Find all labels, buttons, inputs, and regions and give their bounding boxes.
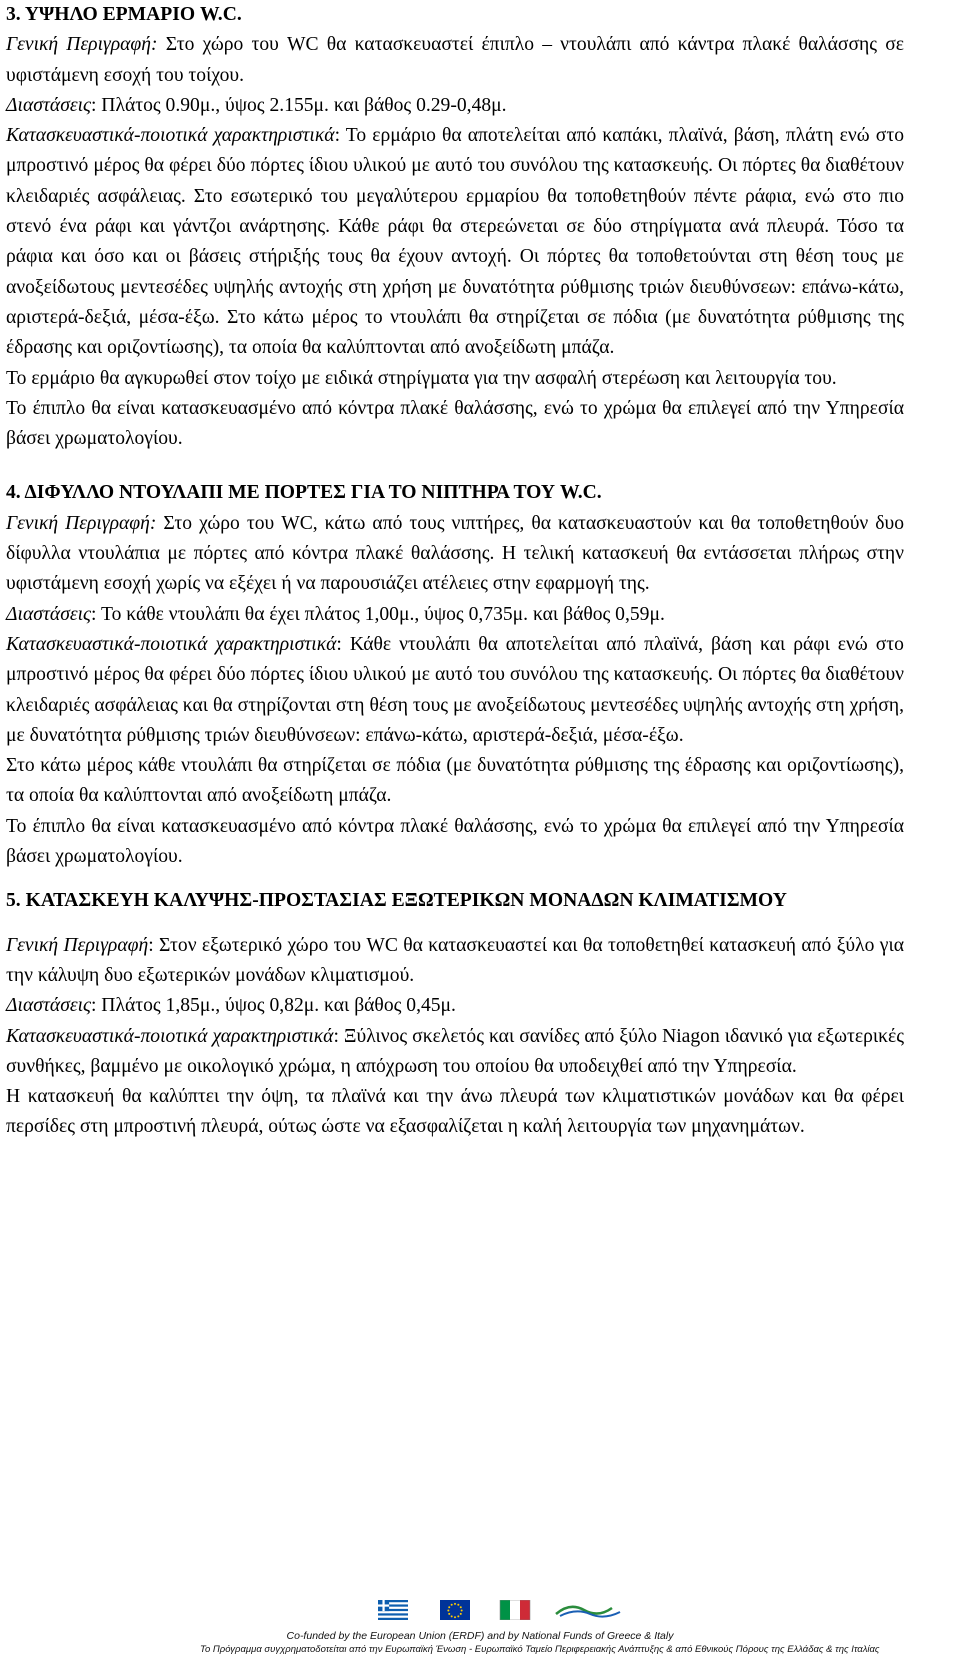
field-text: : Πλάτος 1,85μ., ύψος 0,82μ. και βάθος 0,45μ. [90, 995, 456, 1017]
document-page [6, 0, 904, 1143]
paragraph: Το έπιπλο θα είναι κατασκευασμένο από κόντρα πλακέ θαλάσσης, ενώ το χρώμα θα επιλεγεί από την Υπηρεσία βάσει χρωματολογίου. [6, 815, 904, 868]
field-text: : Ξύλινος σκελετός και σανίδες από ξύλο Niagon ιδανικό για εξωτερικές συνθήκες, βαμμένο με οικολογικό χρώμα, η απόχρωση του οποίου θα υποδειχθεί από την Υπηρεσία. [6, 1025, 904, 1077]
field-label: Γενική Περιγραφή: [6, 34, 158, 56]
field-label: Κατασκευαστικά-ποιοτικά χαρακτηριστικά [6, 633, 337, 655]
field-label: Γενική Περιγραφή: [6, 512, 157, 534]
funding-footer [200, 1600, 880, 1662]
spacer [6, 917, 904, 931]
field-text: : Στον εξωτερικό χώρο του WC θα κατασκευαστεί και θα τοποθετηθεί κατασκευή από ξύλο για την κάλυψη δυο εξωτερικών μονάδων κλιματισμού. [6, 934, 904, 986]
eu-flag-icon [430, 1600, 480, 1620]
section-heading: 4. ΔΙΦΥΛΛΟ ΝΤΟΥΛΑΠΙ ΜΕ ΠΟΡΤΕΣ ΓΙΑ ΤΟ ΝΙΠΤΗΡΑ ΤΟΥ W.C. [6, 482, 602, 504]
field-label: Κατασκευαστικά-ποιοτικά χαρακτηριστικά [6, 1025, 334, 1047]
paragraph: Η κατασκευή θα καλύπτει την όψη, τα πλαϊνά και την άνω πλευρά των κλιματιστικών μονάδων και θα φέρει περσίδες στη μπροστινή πλευρά, ούτως ώστε να εξασφαλίζεται η καλή λειτουργία των μηχανημάτων. [6, 1086, 904, 1138]
field-text: : Το κάθε ντουλάπι θα έχει πλάτος 1,00μ., ύψος 0,735μ. και βάθος 0,59μ. [90, 603, 665, 625]
footer-line-2: Το Πρόγραμμα συγχρηματοδοτείται από την Ευρωπαϊκή Ένωση - Ευρωπαϊκό Ταμείο Περιφερειακής Ανάπτυξης & από Εθνικούς Πόρους της Ελλάδας & της Ιταλίας [200, 1644, 880, 1655]
characteristics [6, 1022, 904, 1083]
general-description [6, 509, 904, 600]
general-description [6, 30, 904, 91]
dimensions [6, 991, 904, 1021]
field-label: Διαστάσεις [6, 995, 91, 1017]
field-label: Κατασκευαστικά-ποιοτικά χαρακτηριστικά [6, 125, 335, 147]
section-heading: 5. ΚΑΤΑΣΚΕΥΗ ΚΑΛΥΨΗΣ-ΠΡΟΣΤΑΣΙΑΣ ΕΞΩΤΕΡΙΚΩΝ ΜΟΝΑΔΩΝ ΚΛΙΜΑΤΙΣΜΟΥ [6, 890, 787, 912]
paragraph: Το έπιπλο θα είναι κατασκευασμένο από κόντρα πλακέ θαλάσσης, ενώ το χρώμα θα επιλεγεί από την Υπηρεσία βάσει χρωματολογίου. [6, 397, 904, 450]
characteristics [6, 121, 904, 363]
paragraph: Στο κάτω μέρος κάθε ντουλάπι θα στηρίζεται σε πόδια (με δυνατότητα ρύθμισης της έδρασης και οριζοντίωσης), τα οποία θα καλύπτονται από ανοξείδωτη μπάζα. [6, 755, 904, 807]
dimensions [6, 600, 904, 630]
field-label: Διαστάσεις [6, 94, 91, 116]
spacer [6, 872, 904, 886]
greek-flag-icon [368, 1600, 418, 1620]
section-heading: 3. ΥΨΗΛΟ ΕΡΜΑΡΙΟ W.C. [6, 4, 242, 25]
spacer [6, 454, 904, 478]
programme-logo-icon [550, 1600, 630, 1620]
field-text: Στο χώρο του WC θα κατασκευαστεί έπιπλο – ντουλάπι από κάντρα πλακέ θαλάσσης σε υφιστάμενη εσοχή του τοίχου. [6, 34, 904, 86]
field-label: Γενική Περιγραφή [6, 934, 149, 956]
section-3 [6, 0, 904, 454]
characteristics [6, 630, 904, 751]
footer-line-1: Co-funded by the European Union (ERDF) and by National Funds of Greece & Italy [286, 1630, 674, 1642]
italian-flag-icon [490, 1600, 540, 1620]
general-description [6, 931, 904, 992]
field-text: : Πλάτος 0.90μ., ύψος 2.155μ. και βάθος 0.29-0,48μ. [90, 94, 507, 116]
paragraph: Το ερμάριο θα αγκυρωθεί στον τοίχο με ειδικά στηρίγματα για την ασφαλή στερέωση και λειτουργία του. [6, 367, 837, 389]
field-text: Στο χώρο του WC, κάτω από τους νιπτήρες, θα κατασκευαστούν και θα τοποθετηθούν δυο δίφυλλα ντουλάπια με πόρτες από κόντρα πλακέ θαλάσσης. Η τελική κατασκευή θα εντάσσεται πλήρως στην υφιστάμενη εσοχή χωρίς να εξέχει ή να παρουσιάζει ατέλειες στην εφαρμογή της. [6, 512, 904, 595]
field-text: : Το ερμάριο θα αποτελείται από καπάκι, πλαϊνά, βάση, πλάτη ενώ στο μπροστινό μέρος θα φέρει δύο πόρτες ίδιου υλικού με αυτό του συνόλου της κατασκευής. Οι πόρτες θα διαθέτουν κλειδαριές ασφάλειας. Στο εσωτερικό του μεγαλύτερου ερμαρίου θα τοποθετηθούν πέντε ράφια, ενώ στο πιο στενό ένα ράφι και γάντζοι ανάρτησης. Κάθε ράφι θα στερεώνεται σε δύο στηρίγματα ανά πλευρά. Τόσο τα ράφια και όσο και οι βάσεις στήριξής τους θα έχουν αντοχή. Οι πόρτες θα τοποθετούνται στη θέση τους με ανοξείδωτους μεντεσέδες υψηλής αντοχής στη χρήση με δυνατότητα ρύθμισης τριών διευθύνσεων: επάνω-κάτω, αριστερά-δεξιά, μέσα-έξω. Στο κάτω μέρος το ντουλάπι θα στηρίζεται σε πόδια (με δυνατότητα ρύθμισης της έδρασης και οριζοντίωσης), τα οποία θα καλύπτονται από ανοξείδωτη μπάζα. [6, 125, 904, 359]
dimensions [6, 91, 904, 121]
section-5 [6, 886, 904, 1142]
field-text: : Κάθε ντουλάπι θα αποτελείται από πλαϊνά, βάση και ράφι ενώ στο μπροστινό μέρος θα φέρει δύο πόρτες ίδιου υλικού με αυτό του συνόλου της κατασκευής. Οι πόρτες θα διαθέτουν κλειδαριές ασφάλειας και θα στηρίζονται στη θέση τους με ανοξείδωτους μεντεσέδες υψηλής αντοχής στη χρήση, με δυνατότητα ρύθμισης τριών διευθύνσεων: επάνω-κάτω, αριστερά-δεξιά, μέσα-έξω. [6, 633, 904, 746]
section-4 [6, 478, 904, 872]
field-label: Διαστάσεις [6, 603, 91, 625]
funding-logos [200, 1600, 760, 1622]
